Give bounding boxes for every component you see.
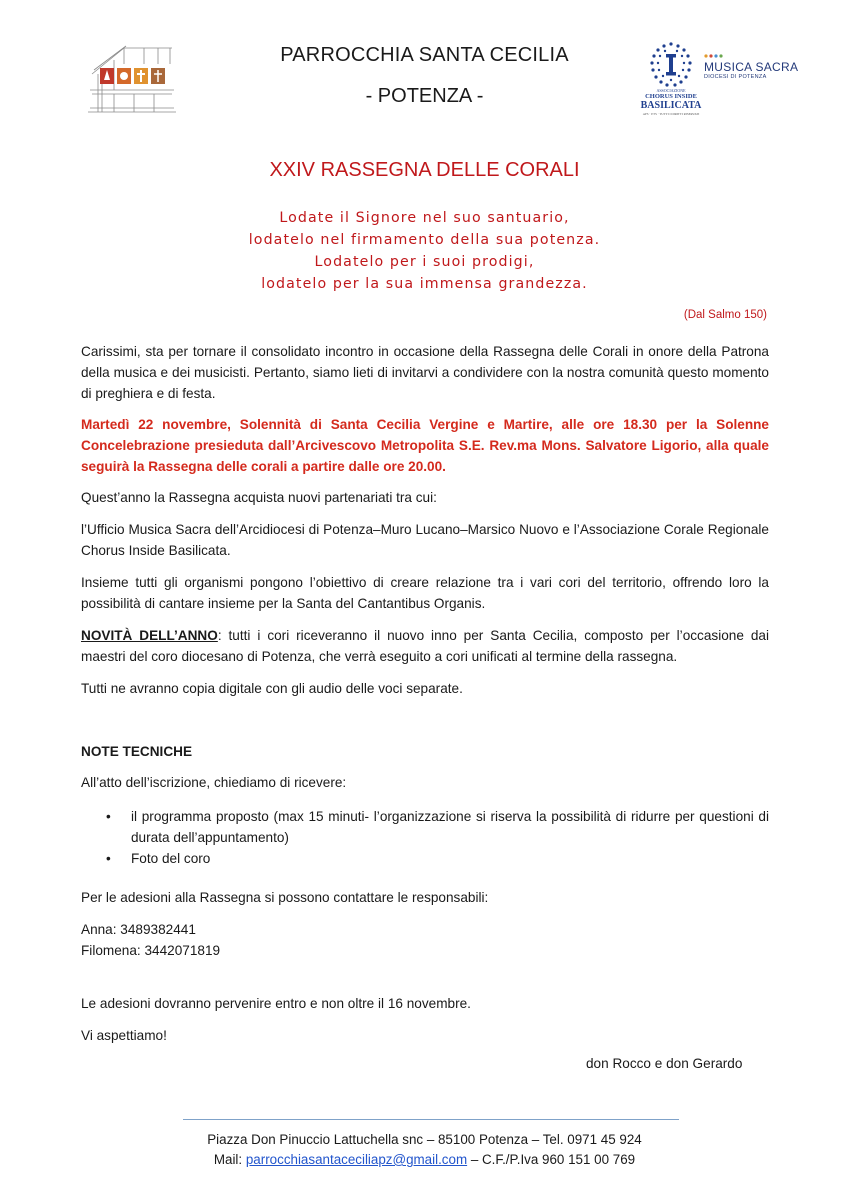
deadline-paragraph: Le adesioni dovranno pervenire entro e non oltre il 16 novembre.	[81, 996, 471, 1011]
partners-paragraph: l’Ufficio Musica Sacra dell’Arcidiocesi di Potenza–Muro Lucano–Marsico Nuovo e l’Associazione Corale Regionale Chorus Inside Basilicata.	[81, 522, 769, 558]
closing-greeting: Vi aspettiamo!	[81, 1028, 167, 1043]
contact-filomena: Filomena: 3442071819	[81, 943, 221, 958]
musica-sacra-dots	[704, 52, 724, 60]
letterhead	[0, 0, 849, 130]
chorus-logo-region: BASILICATA	[640, 100, 702, 111]
psalm-line: lodatelo per la sua immensa grandezza.	[261, 276, 588, 292]
psalm-quote	[0, 207, 849, 295]
musica-sacra-subtitle: DIOCESI DI POTENZA	[704, 74, 767, 80]
requirements-list	[81, 806, 769, 869]
event-details-paragraph: Martedì 22 novembre, Solennità di Santa Cecilia Vergine e Martire, alle ore 18.30 per la Solenne Concelebrazione presieduta dall’Arcivescovo Metropolita S.E. Rev.ma Mons. Salvatore Ligorio, alla quale seguirà la Rassegna delle corali a partire dalle ore 20.00.	[81, 417, 769, 474]
technical-notes-intro: All’atto dell’iscrizione, chiediamo di ricevere:	[81, 775, 347, 790]
psalm-line: Lodate il Signore nel suo santuario,	[279, 210, 570, 226]
partnerships-paragraph: Quest’anno la Rassegna acquista nuovi partenariati tra cui:	[81, 490, 437, 505]
email-link[interactable]: parrocchiasantaceciliapz@gmail.com	[245, 1152, 468, 1167]
novelty-label: NOVITÀ DELL’ANNO	[81, 628, 218, 643]
event-title: XXIV RASSEGNA DELLE CORALI	[269, 159, 580, 181]
footer-address: Piazza Don Pinuccio Lattuchella snc – 85100 Potenza – Tel. 0971 45 924	[207, 1132, 642, 1147]
chorus-inside-logo	[638, 40, 704, 118]
psalm-source: (Dal Salmo 150)	[683, 309, 767, 321]
intro-paragraph: Carissimi, sta per tornare il consolidato incontro in occasione della Rassegna delle Corali in onore della Patrona della musica e dei musicisti. Pertanto, siamo lieti di invitarvi a condividere con la nostra comunità questo momento di preghiera e di festa.	[81, 344, 769, 401]
bullet-icon: •	[106, 809, 111, 824]
contacts-intro: Per le adesioni alla Rassegna si possono contattare le responsabili:	[81, 890, 489, 905]
list-item	[81, 848, 769, 869]
footer-contact	[0, 1152, 849, 1167]
list-item	[81, 806, 769, 848]
musica-sacra-title: MUSICA SACRA	[704, 60, 799, 74]
footer-tax-id: – C.F./P.Iva 960 151 00 769	[467, 1152, 636, 1167]
footer-divider	[183, 1119, 679, 1120]
copy-paragraph: Tutti ne avranno copia digitale con gli audio delle voci separate.	[81, 681, 463, 696]
signature: don Rocco e don Gerardo	[586, 1056, 743, 1071]
list-item-text: il programma proposto (max 15 minuti- l’organizzazione si riserva la possibilità di ridurre per questioni di durata dell’appuntamento)	[131, 809, 769, 845]
objective-paragraph: Insieme tutti gli organismi pongono l’obiettivo di creare relazione tra i vari cori del territorio, offrendo loro la possibilità di cantare insieme per la Santa del Cantantibus Organis.	[81, 575, 769, 611]
psalm-line: Lodatelo per i suoi prodigi,	[314, 254, 535, 270]
chorus-logo-small: APS · ETS · TUTTI I DIRITTI RISERVATI	[642, 112, 700, 116]
technical-notes-heading: NOTE TECNICHE	[81, 744, 193, 759]
list-item-text: Foto del coro	[131, 851, 211, 866]
musica-sacra-logo	[704, 52, 804, 82]
bullet-icon: •	[106, 851, 111, 866]
parish-name: PARROCCHIA SANTA CECILIA	[280, 44, 569, 66]
chorus-logo-name: CHORUS INSIDE	[645, 93, 697, 100]
novelty-text: : tutti i cori riceveranno il nuovo inno per Santa Cecilia, composto per l’occasione dai maestri del coro diocesano di Potenza, che verrà eseguito a cori unificati al termine della rassegna.	[81, 628, 769, 664]
psalm-line: lodatelo nel firmamento della sua potenza.	[248, 232, 601, 248]
chorus-logo-association: ASSOCIAZIONE	[656, 88, 686, 93]
parish-city: - POTENZA -	[365, 85, 484, 107]
footer-mail-label: Mail:	[213, 1152, 246, 1167]
novelty-paragraph	[81, 625, 769, 667]
chorus-dots-emblem	[638, 40, 704, 90]
contact-anna: Anna: 3489382441	[81, 922, 196, 937]
